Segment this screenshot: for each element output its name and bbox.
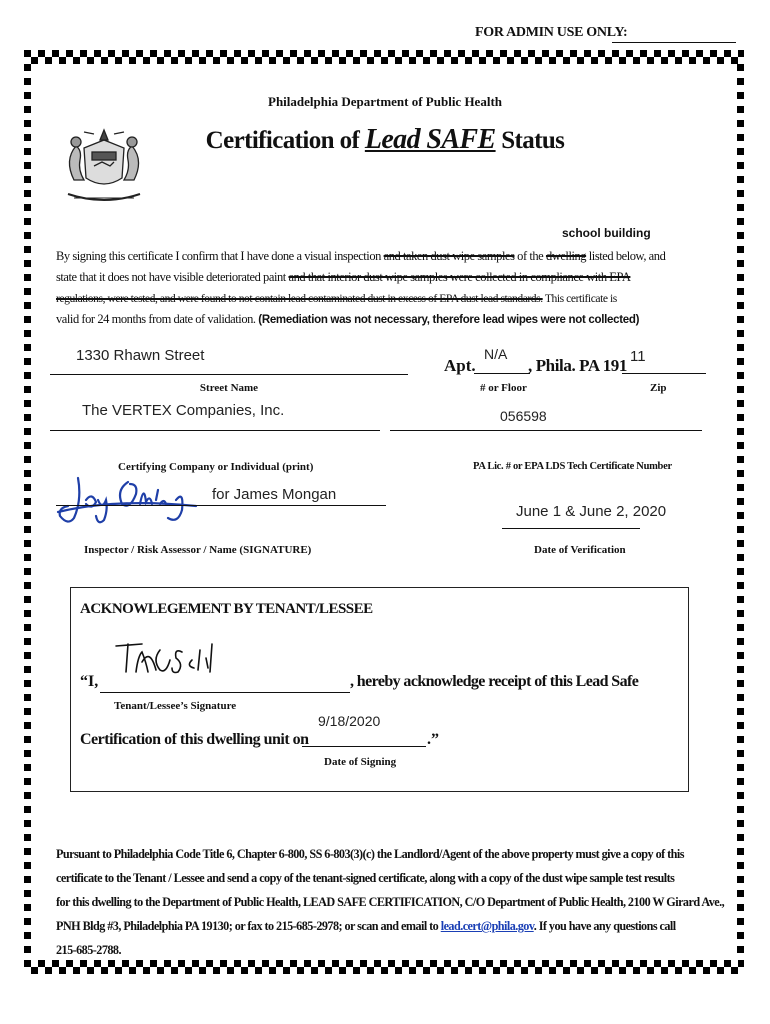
cert-text: state that it does not have visible deteriorated paint [56, 270, 289, 284]
tenant-signature-label: Tenant/Lessee’s Signature [114, 700, 237, 712]
struck-text: dwelling [545, 249, 587, 263]
apt-value[interactable]: N/A [484, 346, 508, 362]
company-field[interactable] [50, 420, 380, 431]
remediation-note: (Remediation was not necessary, therefore lead wipes were not collected) [258, 314, 640, 326]
department-name-text: Philadelphia Department of Public Health [268, 94, 502, 109]
zip-label: Zip [650, 382, 667, 394]
verification-date-field[interactable] [502, 518, 640, 529]
struck-text: and taken dust wipe samples [383, 249, 515, 263]
tenant-line-start: “I, [80, 673, 99, 690]
cert-line-2 [56, 267, 726, 288]
cert-text: of the [514, 249, 546, 263]
admin-label-text: FOR ADMIN USE ONLY: [475, 25, 628, 40]
footer-line-5: 215-685-2788. [56, 943, 121, 957]
footer-paragraph [56, 842, 726, 962]
page-title [0, 124, 770, 156]
street-field[interactable] [50, 364, 408, 375]
footer-text: PNH Bldg #3, Philadelphia PA 19130; or fax to 215-685-2978; or scan and email to [56, 919, 441, 933]
cert-text: By signing this certificate I confirm that I have done a visual inspection [56, 249, 384, 263]
border-bottom [24, 960, 744, 974]
cert-text: listed below, and [586, 249, 666, 263]
handwritten-note-school-building: school building [562, 226, 651, 240]
border-top [24, 50, 744, 64]
border-right [737, 64, 744, 960]
verification-date-label: Date of Verification [534, 544, 626, 556]
cert-line-3 [56, 288, 726, 309]
verification-date-value[interactable]: June 1 & June 2, 2020 [516, 503, 667, 520]
border-left [24, 64, 31, 960]
admin-use-label [475, 25, 627, 41]
company-value[interactable]: The VERTEX Companies, Inc. [82, 402, 285, 419]
cert-line-1 [56, 246, 726, 267]
tenant-cert-text: Certification of this dwelling unit on [80, 731, 309, 748]
license-field[interactable] [390, 420, 702, 431]
title-suffix: Status [495, 127, 565, 154]
street-label: Street Name [199, 382, 259, 394]
cert-text: This certificate is [542, 292, 617, 305]
inspector-label: Inspector / Risk Assessor / Name (SIGNATURE) [84, 544, 312, 556]
street-value[interactable]: 1330 Rhawn Street [76, 347, 205, 364]
title-prefix: Certification of [205, 127, 365, 154]
footer-line-3: for this dwelling to the Department of Public Health, LEAD SAFE CERTIFICATION, C/O Department of Public Health, 2100 W Girard Ave., [56, 895, 725, 909]
title-emphasis: Lead SAFE [364, 124, 496, 155]
admin-use-field[interactable] [612, 28, 736, 43]
license-label: PA Lic. # or EPA LDS Tech Certificate Number [473, 461, 672, 472]
footer-line-1: Pursuant to Philadelphia Code Title 6, Chapter 6-800, SS 6-803(3)(c) the Landlord/Agent of the above property must give a copy of this [56, 847, 684, 861]
license-value[interactable]: 056598 [500, 408, 547, 424]
zip-value[interactable]: 11 [630, 348, 646, 365]
tenant-line-end: , hereby acknowledge receipt of this Lead Safe [350, 673, 639, 690]
tenant-date-label: Date of Signing [324, 756, 397, 768]
city-label: , Phila. PA 191 [528, 356, 627, 375]
footer-line-2: certificate to the Tenant / Lessee and send a copy of the tenant-signed certificate, along with a copy of the dust wipe sample test results [56, 871, 675, 885]
tenant-date-field[interactable] [302, 732, 426, 747]
footer-line-4 [56, 914, 726, 938]
cert-line-4 [56, 309, 726, 331]
tenant-date-value[interactable]: 9/18/2020 [318, 713, 381, 729]
certification-paragraph [56, 246, 726, 331]
apt-label: Apt. [444, 356, 476, 375]
tenant-signature-field[interactable] [100, 676, 350, 693]
cert-text: valid for 24 months from date of validation. [56, 312, 256, 326]
company-label: Certifying Company or Individual (print) [118, 461, 314, 473]
floor-label: # or Floor [480, 382, 527, 394]
department-name [0, 94, 770, 110]
inspector-signature-note: for James Mongan [212, 486, 337, 503]
email-link[interactable]: lead.cert@phila.gov [440, 919, 534, 933]
footer-text: . If you have any questions call [533, 919, 676, 933]
tenant-cert-end: .” [427, 731, 439, 748]
tenant-signature-icon [112, 638, 222, 678]
struck-text: and that interior dust wipe samples were collected in compliance with EPA [288, 270, 631, 284]
struck-text: regulations, were tested, and were found to not contain lead contaminated dust in excess of EPA dust lead standards. [56, 292, 543, 305]
inspector-signature-field[interactable] [56, 495, 386, 506]
tenant-heading: ACKNOWLEGEMENT BY TENANT/LESSEE [80, 601, 373, 617]
